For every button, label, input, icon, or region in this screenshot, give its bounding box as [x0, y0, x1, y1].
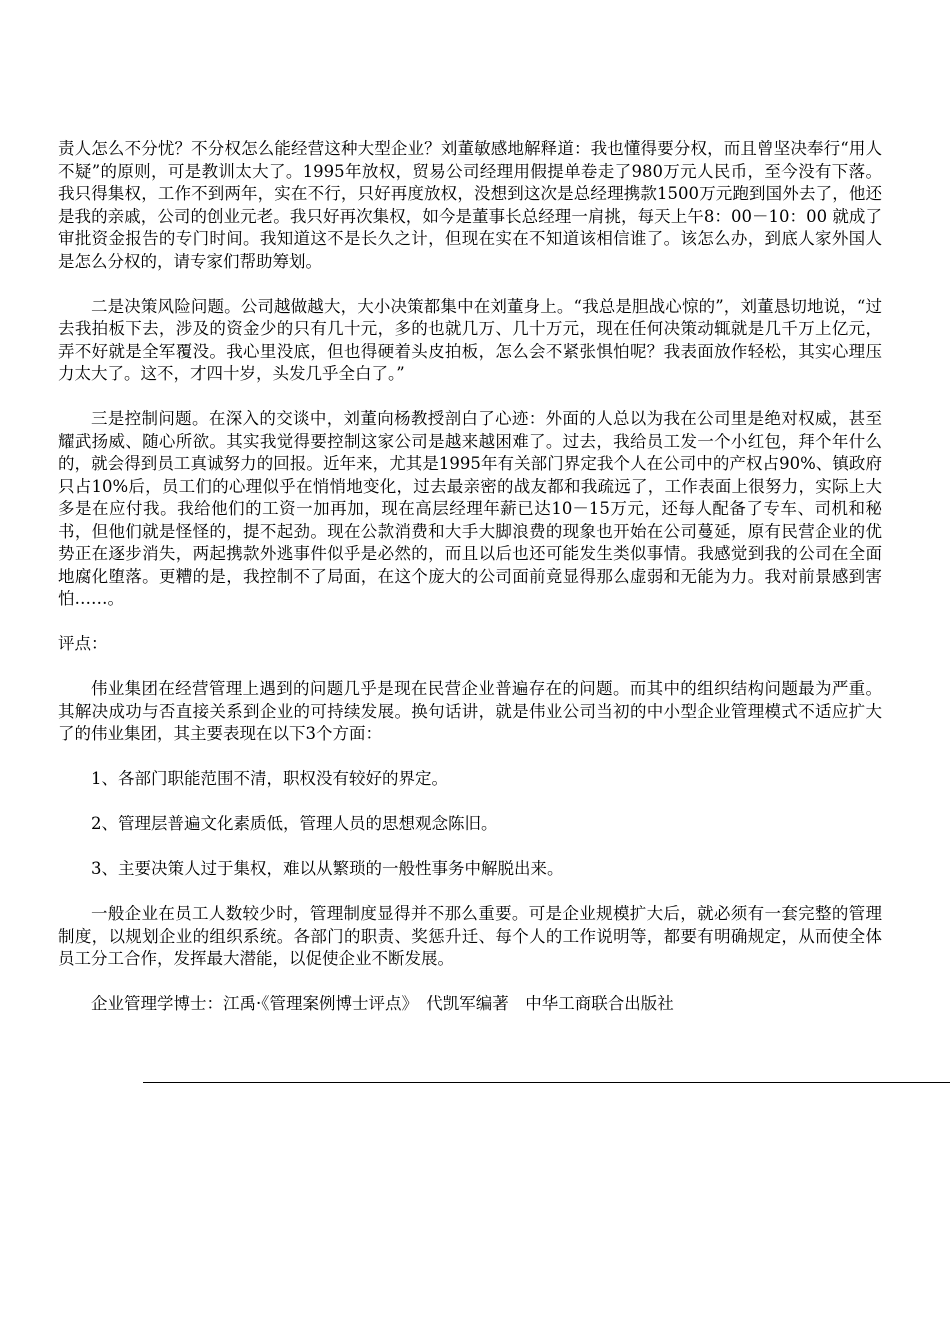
body-paragraph-3: 三是控制问题。在深入的交谈中，刘董向杨教授剖白了心迹：外面的人总以为我在公司里是绝对权威，甚至耀武扬威、随心所欲。其实我觉得要控制这家公司是越来越困难了。过去，我给员工发一个小红包，拜个年什么的，就会得到员工真诚努力的回报。近年来，尤其是1995年有关部门界定我个人在公司中的产权占90%、镇政府只占10%后，员工们的心理似乎在悄悄地变化，过去最亲密的战友都和我疏远了，工作表面上很努力，实际上大多是在应付我。我给他们的工资一加再加，现在高层经理年薪已达10－15万元，还每人配备了专车、司机和秘书，但他们就是怪怪的，提不起劲。现在公款消费和大手大脚浪费的现象也开始在公司蔓延，原有民营企业的优势正在逐步消失，两起携款外逃事件似乎是必然的，而且以后也还可能发生类似事情。我感觉到我的公司在全面地腐化堕落。更糟的是，我控制不了局面，在这个庞大的公司面前竟显得那么虚弱和无能为力。我对前景感到害怕……。 [58, 409, 882, 608]
point-item-3: 3、主要决策人过于集权，难以从繁琐的一般性事务中解脱出来。 [91, 859, 564, 878]
footer-divider [143, 1082, 950, 1083]
body-paragraph-1: 责人怎么不分忧？不分权怎么能经营这种大型企业？刘董敏感地解释道：我也懂得要分权，而且曾坚决奉行“用人不疑”的原则，可是教训太大了。1995年放权，贸易公司经理用假提单卷走了980万元人民币，至今没有下落。我只得集权，工作不到两年，实在不行，只好再度放权，没想到这次是总经理携款1500万元跑到国外去了，他还是我的亲戚，公司的创业元老。我只好再次集权，如今是董事长总经理一肩挑，每天上午8：00－10：00 就成了审批资金报告的专门时间。我知道这不是长久之计，但现在实在不知道该相信谁了。该怎么办，到底人家外国人是怎么分权的，请专家们帮助筹划。 [58, 139, 882, 271]
conclusion-paragraph: 一般企业在员工人数较少时，管理制度显得并不那么重要。可是企业规模扩大后，就必须有一套完整的管理制度，以规划企业的组织系统。各部门的职责、奖惩升迁、每个人的工作说明等，都要有明确规定，从而使全体员工分工合作，发挥最大潜能，以促使企业不断发展。 [58, 904, 882, 968]
point-item-2: 2、管理层普遍文化素质低，管理人员的思想观念陈旧。 [91, 814, 498, 833]
review-intro-paragraph: 伟业集团在经营管理上遇到的问题几乎是现在民营企业普遍存在的问题。而其中的组织结构问题最为严重。其解决成功与否直接关系到企业的可持续发展。换句话讲，就是伟业公司当初的中小型企业管理模式不适应扩大了的伟业集团，其主要表现在以下3个方面： [58, 679, 882, 743]
point-item-1: 1、各部门职能范围不清，职权没有较好的界定。 [91, 769, 448, 788]
review-heading: 评点： [58, 634, 108, 653]
body-paragraph-2: 二是决策风险问题。公司越做越大，大小决策都集中在刘董身上。“我总是胆战心惊的”，刘董恳切地说，“过去我拍板下去，涉及的资金少的只有几十元，多的也就几万、几十万元，现在任何决策动辄就是几千万上亿元，弄不好就是全军覆没。我心里没底，但也得硬着头皮拍板，怎么会不紧张惧怕呢？我表面放作轻松，其实心理压力太大了。这不，才四十岁，头发几乎全白了。” [58, 296, 882, 383]
source-citation: 企业管理学博士：江禹·《管理案例博士评点》 代凯军编著 中华工商联合出版社 [91, 994, 674, 1013]
document-body [58, 138, 882, 1016]
